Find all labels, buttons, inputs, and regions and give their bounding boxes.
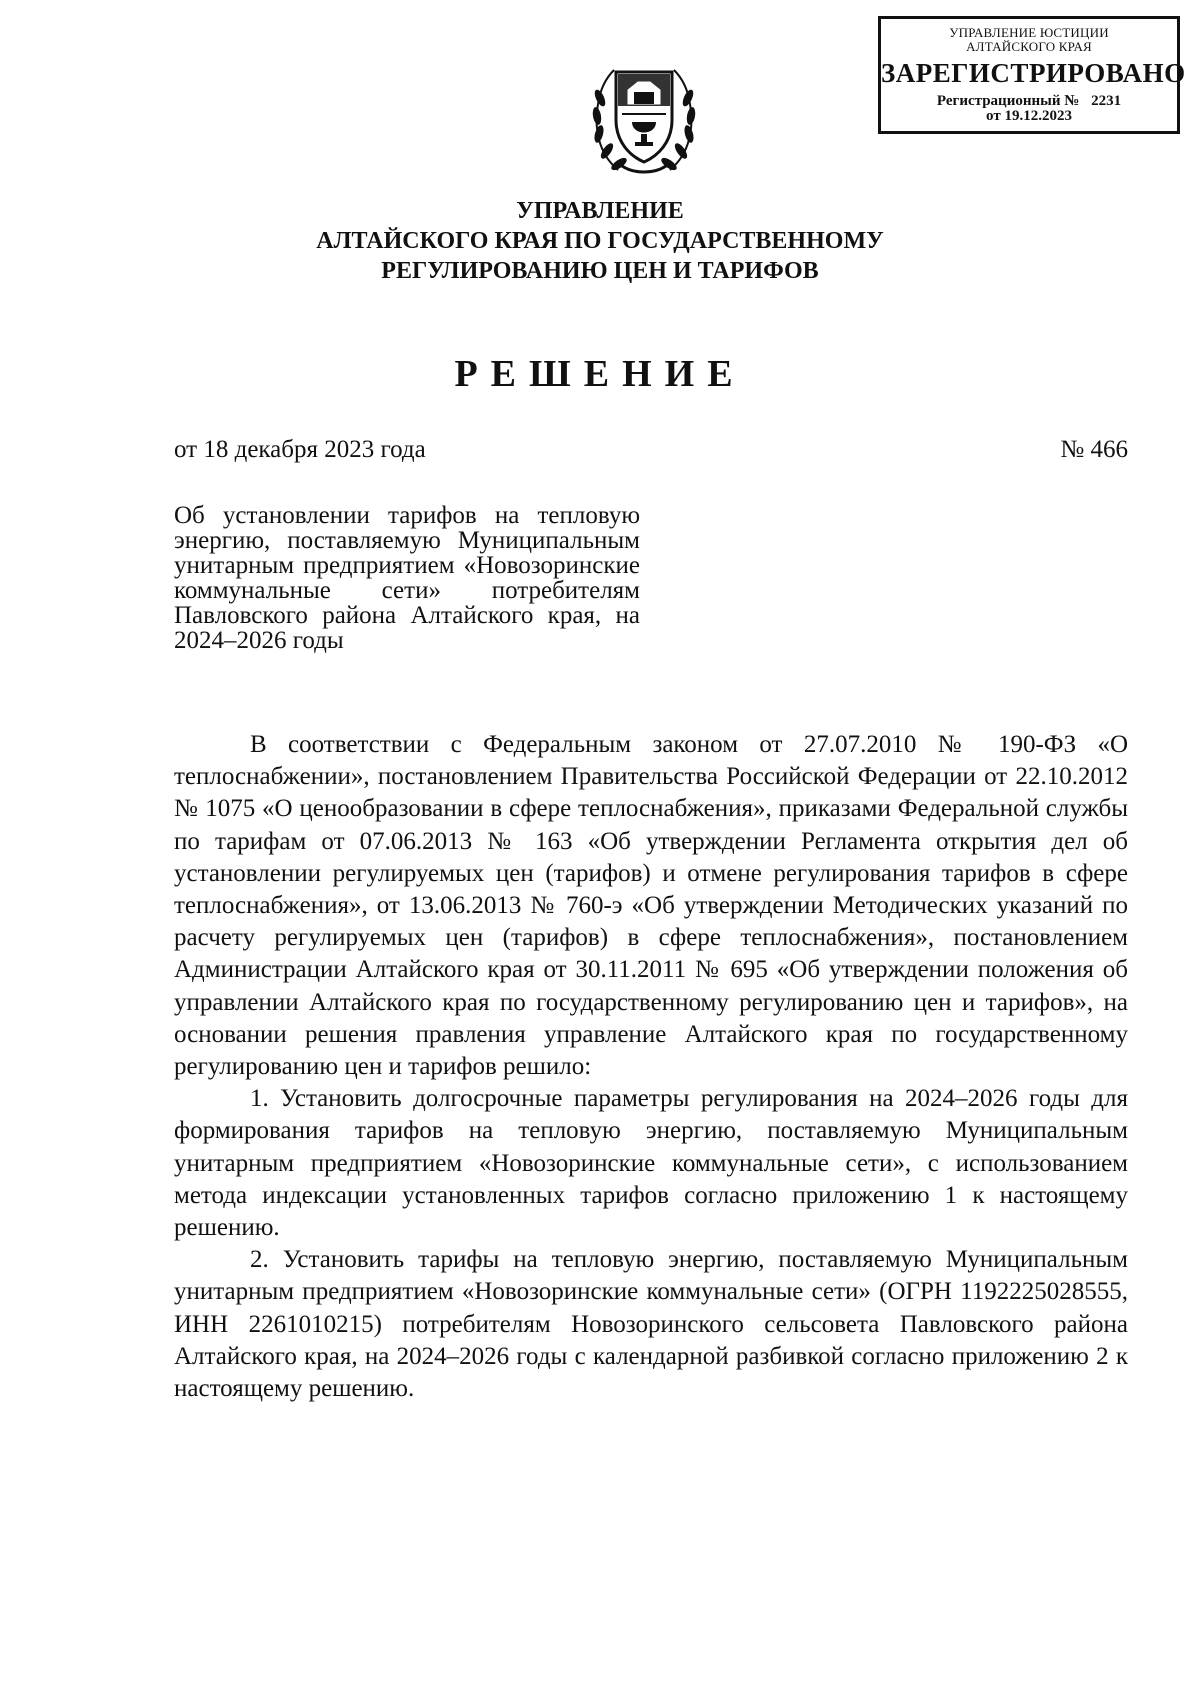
stamp-department-line2: АЛТАЙСКОГО КРАЯ <box>966 39 1092 54</box>
registration-stamp <box>878 16 1186 134</box>
stamp-date-label: от <box>986 108 1001 124</box>
agency-header-line3: РЕГУЛИРОВАНИЮ ЦЕН И ТАРИФОВ <box>381 258 819 284</box>
stamp-title: ЗАРЕГИСТРИРОВАНО <box>881 58 1186 88</box>
stamp-reg-label: Регистрационный № <box>936 93 1080 109</box>
agency-header <box>200 196 1000 286</box>
date-number-line <box>174 436 1128 464</box>
agency-header-line1: УПРАВЛЕНИЕ <box>516 198 684 224</box>
document-number: № 466 <box>1060 436 1128 463</box>
stamp-department <box>881 26 1177 54</box>
stamp-registration <box>881 94 1177 109</box>
body-item-1: 1. Установить долгосрочные параметры регулирования на 2024–2026 годы для формирования тарифов на тепловую энергию, поставляемую Муниципальным унитарным предприятием «Новозоринские коммунальные сети», с использованием метода индексации установленных тарифов согласно приложению 1 к настоящему решению. <box>174 1085 1128 1242</box>
stamp-date-value: 19.12.2023 <box>1004 108 1072 124</box>
body-preamble: В соответствии с Федеральным законом от 27.07.2010 № 190-ФЗ «О теплоснабжении», постановлением Правительства Российской Федерации от 22.10.2012 № 1075 «О ценообразовании в сфере теплоснабжения», приказами Федеральной службы по тарифам от 07.06.2013 № 163 «Об утверждении Регламента открытия дел об установлении регулируемых цен (тарифов) и отмене регулирования тарифов в сфере теплоснабжения», от 13.06.2013 № 760-э «Об утверждении Методических указаний по расчету регулируемых цен (тарифов) в сфере теплоснабжения», постановлением Администрации Алтайского края от 30.11.2011 № 695 «Об утверждении положения об управлении Алтайского края по государственному регулированию цен и тарифов», на основании решения правления управление Алтайского края по государственному регулированию цен и тарифов решило: <box>174 731 1128 1081</box>
body-item-2: 2. Установить тарифы на тепловую энергию, поставляемую Муниципальным унитарным предприятием «Новозоринские коммунальные сети» (ОГРН 1192225028555, ИНН 2261010215) потребителям Новозоринского сельсовета Павловского района Алтайского края, на 2024–2026 годы с календарной разбивкой согласно приложению 2 к настоящему решению. <box>174 1246 1128 1403</box>
altai-krai-coat-of-arms-icon <box>588 58 700 180</box>
document-date: от 18 декабря 2023 года <box>174 436 426 463</box>
stamp-date <box>881 109 1177 124</box>
document-body <box>174 729 1128 1405</box>
stamp-reg-number: 2231 <box>1091 93 1122 109</box>
document-type-title: РЕШЕНИЕ <box>454 353 746 395</box>
agency-header-line2: АЛТАЙСКОГО КРАЯ ПО ГОСУДАРСТВЕННОМУ <box>316 228 884 254</box>
document-subject: Об установлении тарифов на тепловую энергию, поставляемую Муниципальным унитарным предприятием «Новозоринские коммунальные сети» потребителям Павловского района Алтайского края, на 2024–2026 годы <box>174 502 640 654</box>
stamp-department-line1: УПРАВЛЕНИЕ ЮСТИЦИИ <box>949 25 1109 40</box>
